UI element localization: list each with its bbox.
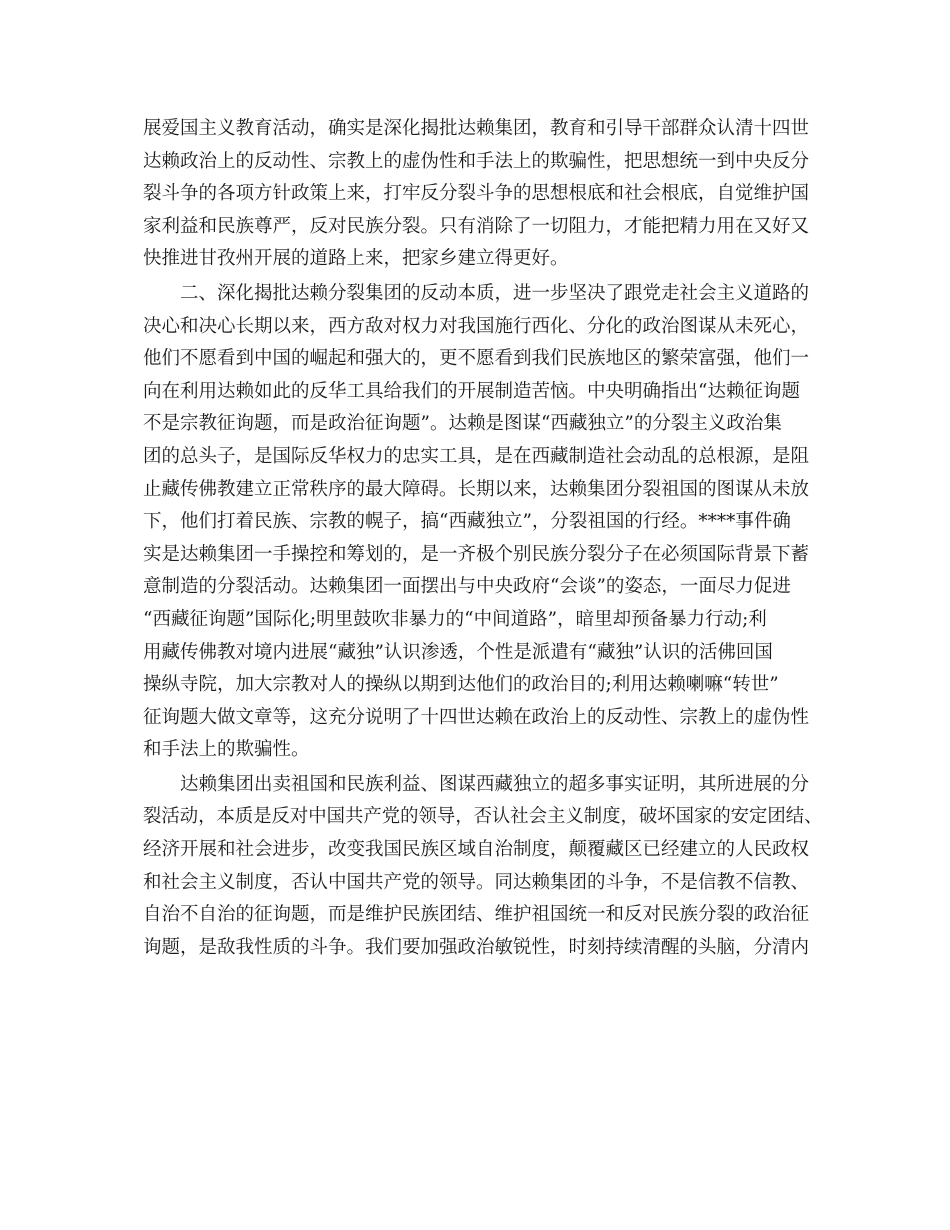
- text-line: 用藏传佛教对境内进展“藏独”认识渗透，个性是派遣有“藏独”认识的活佛回国: [143, 641, 773, 663]
- text-line: “西藏征询题”国际化;明里鼓吹非暴力的“中间道路”，暗里却预备暴力行动;利: [143, 608, 767, 630]
- paragraph: [143, 769, 823, 965]
- text-line: 裂斗争的各项方针政策上来，打牢反分裂斗争的思想根底和社会根底，自觉维护国: [143, 183, 810, 205]
- text-line: 他们不愿看到中国的崛起和强大的，更不愿看到我们民族地区的繁荣富强，他们一: [143, 348, 810, 370]
- text-line: 自治不自治的征询题，而是维护民族团结、维护祖国统一和反对民族分裂的政治征: [143, 904, 810, 926]
- text-line: 不是宗教征询题，而是政治征询题”。达赖是图谋“西藏独立”的分裂主义政治集: [143, 413, 782, 435]
- text-line: 征询题大做文章等，这充分说明了十四世达赖在政治上的反动性、宗教上的虚伪性: [143, 706, 810, 728]
- text-line: 达赖政治上的反动性、宗教上的虚伪性和手法上的欺骗性，把思想统一到中央反分: [143, 150, 810, 172]
- text-line: 止藏传佛教建立正常秩序的最大障碍。长期以来，达赖集团分裂祖国的图谋从未放: [143, 478, 810, 500]
- text-line: 操纵寺院，加大宗教对人的操纵以期到达他们的政治目的;利用达赖喇嘛“转世”: [143, 674, 779, 696]
- text-line: 展爱国主义教育活动，确实是深化揭批达赖集团，教育和引导干部群众认清十四世: [143, 118, 810, 139]
- paragraph: [143, 113, 823, 276]
- paragraph: [143, 278, 823, 767]
- text-line: 团的总头子，是国际反华权力的忠实工具，是在西藏制造社会动乱的总根源，是阻: [143, 445, 810, 467]
- text-line: 和手法上的欺骗性。: [143, 739, 310, 761]
- text-line: 意制造的分裂活动。达赖集团一面摆出与中央政府“会谈”的姿态，一面尽力促进: [143, 576, 791, 598]
- text-line: 询题，是敌我性质的斗争。我们要加强政治敏锐性，时刻持续清醒的头脑，分清内: [143, 936, 810, 958]
- text-line: 下，他们打着民族、宗教的幌子，搞“西藏独立”，分裂祖国的行经。****事件确: [143, 511, 791, 533]
- text-line: 和社会主义制度，否认中国共产党的领导。同达赖集团的斗争，不是信教不信教、: [143, 871, 810, 893]
- body-text: [143, 113, 823, 964]
- text-line: 决心和决心长期以来，西方敌对权力对我国施行西化、分化的政治图谋从未死心，: [143, 315, 810, 337]
- text-line: 向在利用达赖如此的反华工具给我们的开展制造苦恼。中央明确指出“达赖征询题: [143, 380, 800, 402]
- text-line: 裂活动，本质是反对中国共产党的领导，否认社会主义制度，破坏国家的安定团结、: [143, 806, 823, 828]
- text-line: 二、深化揭批达赖分裂集团的反动本质，进一步坚决了跟党走社会主义道路的: [180, 282, 810, 304]
- text-line: 快推进甘孜州开展的道路上来，把家乡建立得更好。: [143, 248, 569, 270]
- text-line: 家利益和民族尊严，反对民族分裂。只有消除了一切阻力，才能把精力用在又好又: [143, 215, 810, 237]
- text-line: 经济开展和社会进步，改变我国民族区域自治制度，颠覆藏区已经建立的人民政权: [143, 839, 810, 861]
- text-line: 达赖集团出卖祖国和民族利益、图谋西藏独立的超多事实证明，其所进展的分: [180, 773, 810, 795]
- text-line: 实是达赖集团一手操控和筹划的，是一齐极个别民族分裂分子在必须国际背景下蓄: [143, 543, 810, 565]
